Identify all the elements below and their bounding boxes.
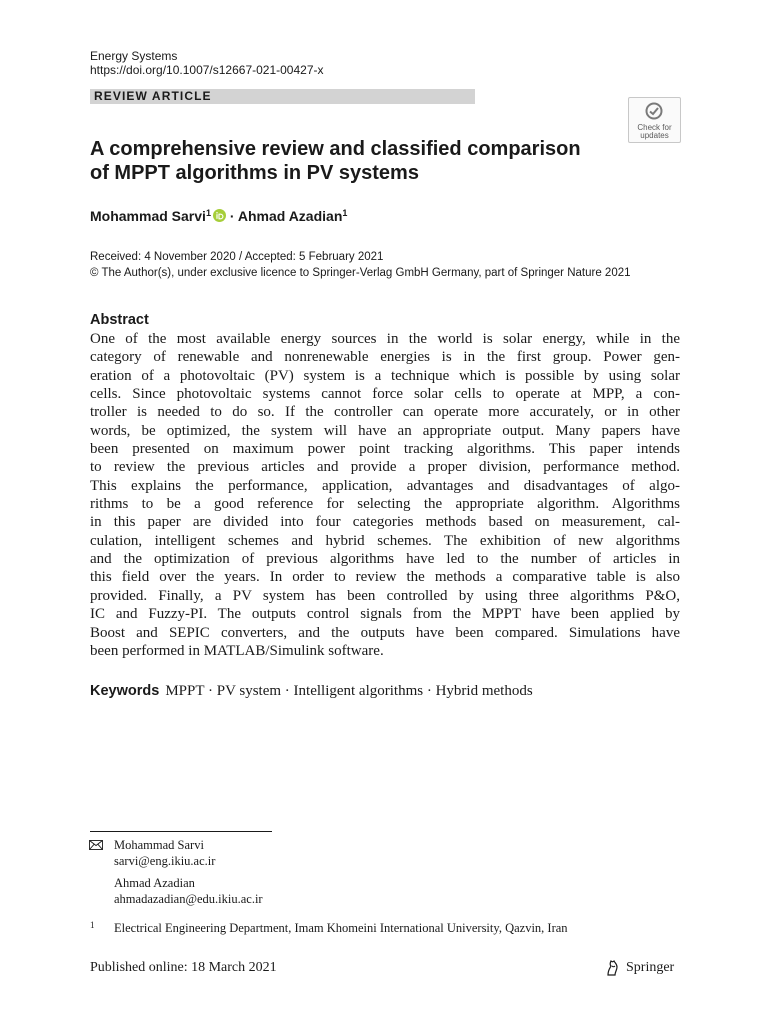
- title-line: of MPPT algorithms in PV systems: [90, 162, 419, 184]
- article-type-label: REVIEW ARTICLE: [94, 89, 212, 103]
- abstract-line: One of the most available energy sources in the world is solar energy, while in the: [90, 331, 680, 347]
- article-type-bar: [90, 89, 475, 104]
- abstract-line: troller is needed to do so. If the controller can operate more accurately, or in other: [90, 404, 680, 421]
- keywords-label: Keywords: [90, 683, 160, 699]
- abstract-line: been presented on maximum power point tracking algorithms. This paper intends: [90, 441, 680, 458]
- article-title: [90, 137, 610, 185]
- abstract-line: culation, intelligent schemes and hybrid schemes. The exhibition of new algorithms: [90, 532, 680, 549]
- author-list: [90, 207, 347, 225]
- abstract-line: eration of a photovoltaic (PV) system is a technique which is possible by using solar: [90, 367, 680, 384]
- abstract-line: rithms to be a good reference for selecting the appropriate algorithm. Algorithms: [90, 496, 680, 513]
- affiliation-number: 1: [90, 920, 95, 930]
- abstract-line: words, be optimized, the system will have an appropriate output. Many papers have: [90, 422, 680, 439]
- author-name[interactable]: Mohammad Sarvi: [90, 208, 206, 224]
- check-for-updates-badge[interactable]: [628, 97, 681, 143]
- abstract-line: this field over the years. In order to review the methods a comparative table is also: [90, 569, 680, 586]
- doi-link[interactable]: https://doi.org/10.1007/s12667-021-00427-x: [90, 63, 324, 77]
- article-dates: Received: 4 November 2020 / Accepted: 5 February 2021: [90, 251, 384, 263]
- abstract-line: cells. Since photovoltaic systems cannot force solar cells to operate at MPP, a con-: [90, 386, 680, 403]
- abstract-heading: Abstract: [90, 312, 149, 328]
- orcid-icon[interactable]: [213, 209, 226, 222]
- abstract-body: [90, 330, 680, 660]
- publisher-name: Springer: [626, 960, 675, 975]
- published-online-date: Published online: 18 March 2021: [90, 960, 277, 975]
- abstract-line: category of renewable and nonrenewable energies is in the first group. Power gen-: [90, 349, 680, 366]
- journal-name: Energy Systems: [90, 49, 178, 63]
- author-name[interactable]: Ahmad Azadian: [237, 208, 343, 224]
- author-separator: ·: [225, 208, 238, 224]
- corresponding-author-name: Mohammad Sarvi: [114, 838, 204, 852]
- envelope-icon: [89, 840, 103, 850]
- abstract-line: provided. Finally, a PV system has been controlled by using three algorithms P&O,: [90, 587, 680, 604]
- affiliation-text: Electrical Engineering Department, Imam Khomeini International University, Qazvin, Iran: [114, 921, 568, 935]
- abstract-line: and the optimization of previous algorithms have led to the number of articles in: [90, 551, 680, 568]
- abstract-line: Boost and SEPIC converters, and the outputs have been compared. Simulations have: [90, 624, 680, 641]
- abstract-line: This explains the performance, application, advantages and disadvantages of algo-: [90, 477, 680, 494]
- check-badge-line2: updates: [640, 131, 669, 140]
- springer-horse-icon: [604, 959, 621, 976]
- author-affiliation-number: 1: [205, 208, 211, 218]
- check-badge-line1: Check for: [637, 123, 672, 132]
- check-for-updates-icon: [645, 102, 663, 120]
- author-affiliation-number: 1: [342, 208, 348, 218]
- corresponding-author-email[interactable]: sarvi@eng.ikiu.ac.ir: [114, 854, 216, 868]
- footnote-divider: [90, 831, 272, 832]
- coauthor-email[interactable]: ahmadazadian@edu.ikiu.ac.ir: [114, 892, 263, 906]
- coauthor-name: Ahmad Azadian: [114, 876, 195, 890]
- copyright-notice: © The Author(s), under exclusive licence to Springer-Verlag GmbH Germany, part of Springer Nature 2021: [90, 267, 631, 279]
- abstract-line: IC and Fuzzy-PI. The outputs control signals from the MPPT have been applied by: [90, 606, 680, 623]
- abstract-line: in this paper are divided into four categories methods based on measurement, cal-: [90, 514, 680, 531]
- title-line: A comprehensive review and classified comparison: [90, 138, 581, 160]
- keywords-list: MPPT · PV system · Intelligent algorithms · Hybrid methods: [165, 683, 533, 699]
- keywords-section: [90, 682, 533, 700]
- abstract-line: been performed in MATLAB/Simulink software.: [90, 642, 384, 659]
- abstract-line: to review the previous articles and provide a proper division, performance method.: [90, 459, 680, 476]
